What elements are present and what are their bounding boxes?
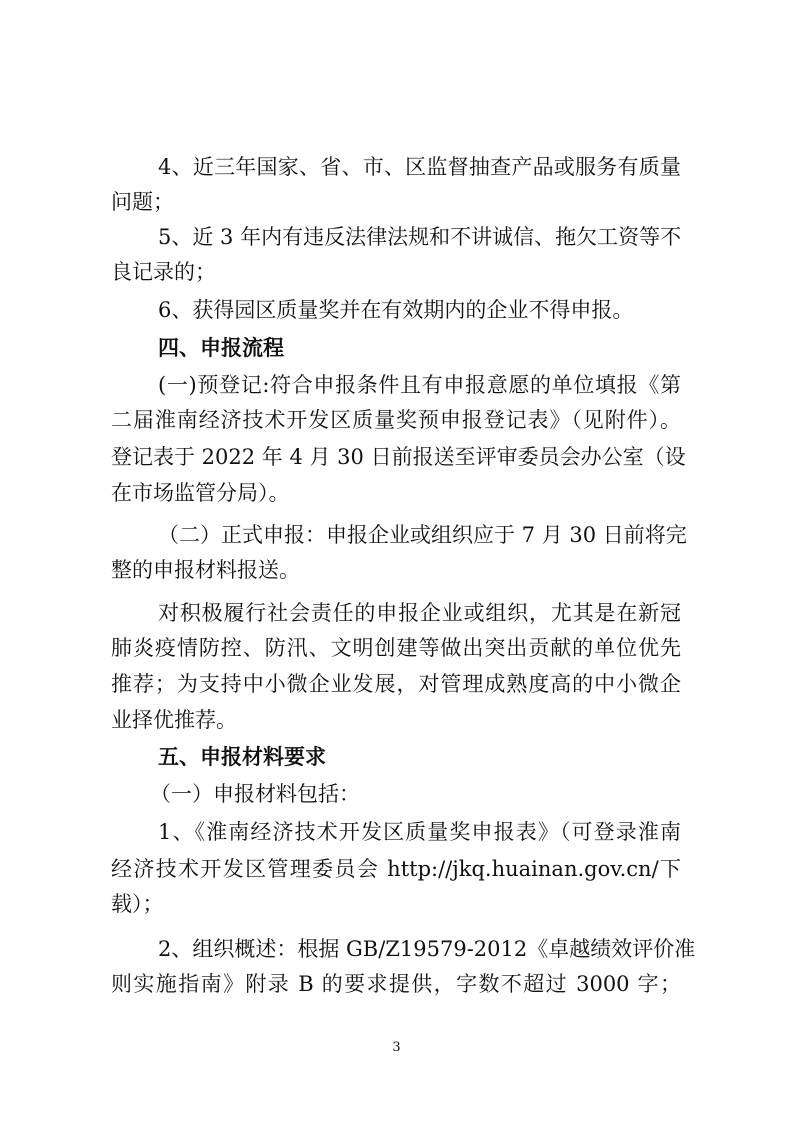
- paragraph-item-4-line-2: 问题；: [111, 190, 174, 214]
- paragraph-materials-intro: （一）申报材料包括：: [150, 782, 360, 806]
- paragraph-preregistration-line-1: (一)预登记:符合申报条件且有申报意愿的单位填报《第: [158, 373, 681, 397]
- paragraph-formal-application-line-2: 整的申报材料报送。: [111, 558, 300, 582]
- paragraph-item-4-line-1: 4、近三年国家、省、市、区监督抽查产品或服务有质量: [158, 155, 681, 179]
- paragraph-formal-application-line-1: （二）正式申报：申报企业或组织应于 7 月 30 日前将完: [158, 523, 687, 547]
- section-heading-4: 四、申报流程: [158, 336, 284, 360]
- paragraph-material-2-line-2: 则实施指南》附录 B 的要求提供，字数不超过 3000 字；: [111, 972, 681, 996]
- page-number: 3: [392, 1040, 401, 1055]
- paragraph-material-1-line-1: 1、《淮南经济技术开发区质量奖申报表》（可登录淮南: [158, 820, 681, 844]
- paragraph-material-1-line-2: 经济技术开发区管理委员会 http://jkq.huainan.gov.cn/下: [111, 857, 681, 881]
- paragraph-recommendation-line-3: 推荐；为支持中小微企业发展，对管理成熟度高的中小微企: [111, 672, 681, 696]
- section-heading-5: 五、申报材料要求: [158, 745, 326, 769]
- paragraph-preregistration-line-4: 在市场监管分局）。: [111, 481, 290, 505]
- paragraph-item-5-line-2: 良记录的；: [111, 260, 216, 284]
- paragraph-recommendation-line-1: 对积极履行社会责任的申报企业或组织，尤其是在新冠: [158, 601, 681, 625]
- paragraph-preregistration-line-2: 二届淮南经济技术开发区质量奖预申报登记表》（见附件）。: [111, 408, 681, 432]
- paragraph-preregistration-line-3: 登记表于 2022 年 4 月 30 日前报送至评审委员会办公室（设: [111, 445, 686, 469]
- paragraph-recommendation-line-2: 肺炎疫情防控、防汛、文明创建等做出突出贡献的单位优先: [111, 636, 681, 660]
- paragraph-material-2-line-1: 2、组织概述：根据 GB/Z19579-2012《卓越绩效评价准: [158, 937, 696, 961]
- paragraph-item-5-line-1: 5、近 3 年内有违反法律法规和不讲诚信、拖欠工资等不: [158, 225, 682, 249]
- paragraph-recommendation-line-4: 业择优推荐。: [111, 708, 237, 732]
- paragraph-material-1-line-3: 载）；: [111, 892, 164, 916]
- paragraph-item-6: 6、获得园区质量奖并在有效期内的企业不得申报。: [158, 298, 634, 322]
